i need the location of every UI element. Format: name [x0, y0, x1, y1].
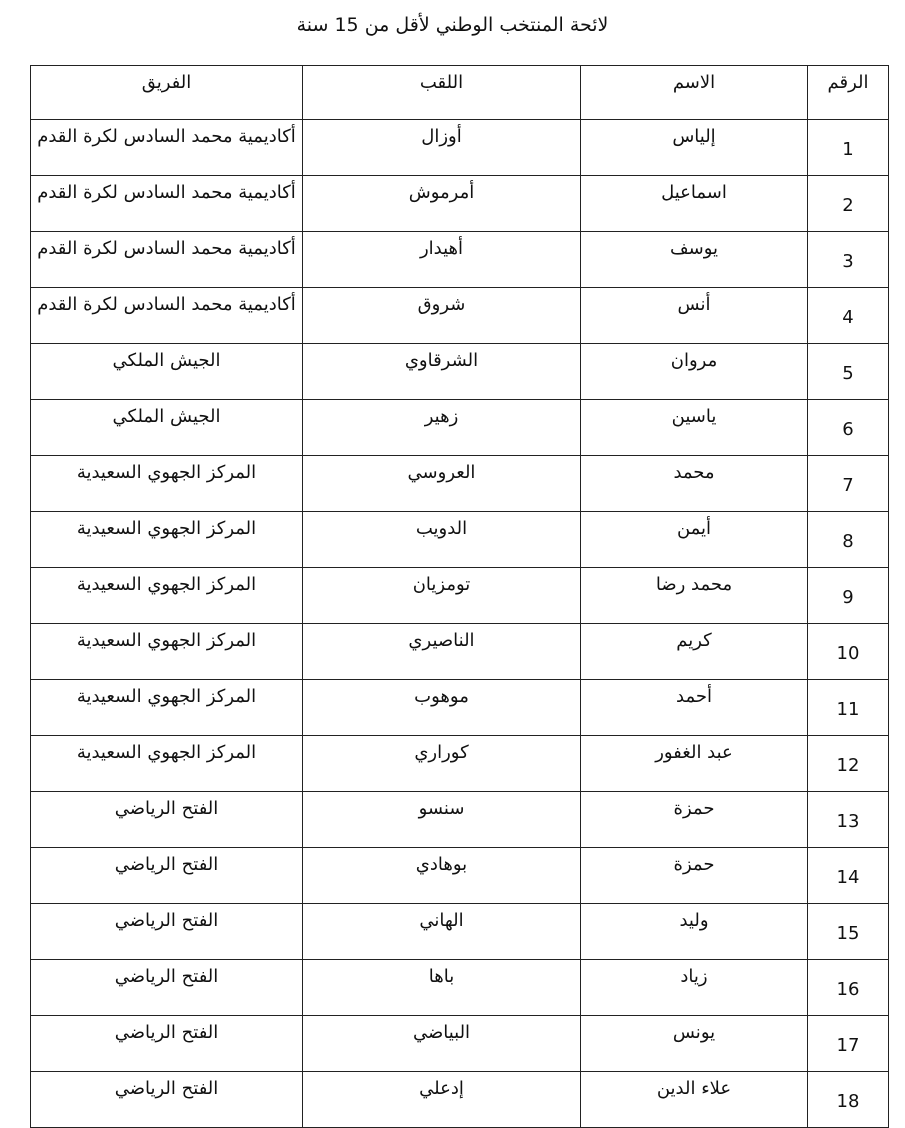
table-row	[31, 848, 889, 904]
cell-name: حمزة	[581, 848, 808, 904]
cell-nickname: سنسو	[303, 792, 581, 848]
cell-team: المركز الجهوي السعيدية	[31, 624, 303, 680]
cell-number: 13	[808, 792, 889, 848]
cell-nickname: بوهادي	[303, 848, 581, 904]
cell-number: 1	[808, 120, 889, 176]
cell-number: 2	[808, 176, 889, 232]
table-row	[31, 960, 889, 1016]
cell-nickname: الهاني	[303, 904, 581, 960]
cell-nickname: باها	[303, 960, 581, 1016]
cell-number: 15	[808, 904, 889, 960]
table-body	[31, 120, 889, 1128]
cell-team: المركز الجهوي السعيدية	[31, 680, 303, 736]
cell-nickname: البياضي	[303, 1016, 581, 1072]
cell-team: الفتح الرياضي	[31, 1016, 303, 1072]
cell-nickname: الدويب	[303, 512, 581, 568]
roster-table	[30, 65, 889, 1128]
cell-number: 9	[808, 568, 889, 624]
table-row	[31, 1072, 889, 1128]
table-row	[31, 456, 889, 512]
header-nickname: اللقب	[303, 66, 581, 120]
cell-name: اسماعيل	[581, 176, 808, 232]
table-row	[31, 176, 889, 232]
table-row	[31, 904, 889, 960]
cell-nickname: العروسي	[303, 456, 581, 512]
cell-team: الفتح الرياضي	[31, 848, 303, 904]
cell-nickname: أمرموش	[303, 176, 581, 232]
cell-name: أحمد	[581, 680, 808, 736]
cell-name: زياد	[581, 960, 808, 1016]
cell-nickname: موهوب	[303, 680, 581, 736]
cell-name: محمد	[581, 456, 808, 512]
table-row	[31, 344, 889, 400]
cell-number: 8	[808, 512, 889, 568]
cell-nickname: أوزال	[303, 120, 581, 176]
cell-number: 3	[808, 232, 889, 288]
cell-team: المركز الجهوي السعيدية	[31, 568, 303, 624]
table-row	[31, 736, 889, 792]
page-title: لائحة المنتخب الوطني لأقل من 15 سنة	[296, 14, 609, 36]
cell-nickname: شروق	[303, 288, 581, 344]
cell-name: إلياس	[581, 120, 808, 176]
cell-name: يوسف	[581, 232, 808, 288]
cell-number: 17	[808, 1016, 889, 1072]
table-row	[31, 680, 889, 736]
cell-nickname: الناصيري	[303, 624, 581, 680]
table-row	[31, 120, 889, 176]
cell-team: الجيش الملكي	[31, 400, 303, 456]
cell-name: حمزة	[581, 792, 808, 848]
cell-number: 5	[808, 344, 889, 400]
cell-name: مروان	[581, 344, 808, 400]
cell-nickname: تومزيان	[303, 568, 581, 624]
header-number: الرقم	[808, 66, 889, 120]
cell-number: 7	[808, 456, 889, 512]
table-header-row	[31, 66, 889, 120]
cell-team: أكاديمية محمد السادس لكرة القدم	[31, 288, 303, 344]
cell-number: 10	[808, 624, 889, 680]
cell-name: علاء الدين	[581, 1072, 808, 1128]
cell-nickname: الشرقاوي	[303, 344, 581, 400]
header-name: الاسم	[581, 66, 808, 120]
table-row	[31, 792, 889, 848]
cell-team: الفتح الرياضي	[31, 792, 303, 848]
cell-team: أكاديمية محمد السادس لكرة القدم	[31, 232, 303, 288]
cell-number: 18	[808, 1072, 889, 1128]
cell-team: المركز الجهوي السعيدية	[31, 456, 303, 512]
cell-name: كريم	[581, 624, 808, 680]
cell-name: أنس	[581, 288, 808, 344]
cell-team: المركز الجهوي السعيدية	[31, 736, 303, 792]
table-row	[31, 624, 889, 680]
cell-name: وليد	[581, 904, 808, 960]
cell-team: الفتح الرياضي	[31, 960, 303, 1016]
cell-name: يونس	[581, 1016, 808, 1072]
cell-number: 11	[808, 680, 889, 736]
cell-name: عبد الغفور	[581, 736, 808, 792]
cell-name: أيمن	[581, 512, 808, 568]
header-team: الفريق	[31, 66, 303, 120]
cell-name: ياسين	[581, 400, 808, 456]
cell-number: 14	[808, 848, 889, 904]
cell-number: 4	[808, 288, 889, 344]
table-row	[31, 512, 889, 568]
table-row	[31, 568, 889, 624]
cell-team: الفتح الرياضي	[31, 1072, 303, 1128]
cell-team: الجيش الملكي	[31, 344, 303, 400]
cell-nickname: كوراري	[303, 736, 581, 792]
cell-team: المركز الجهوي السعيدية	[31, 512, 303, 568]
cell-team: الفتح الرياضي	[31, 904, 303, 960]
cell-team: أكاديمية محمد السادس لكرة القدم	[31, 176, 303, 232]
table-row	[31, 288, 889, 344]
table-row	[31, 400, 889, 456]
cell-number: 16	[808, 960, 889, 1016]
cell-number: 6	[808, 400, 889, 456]
cell-team: أكاديمية محمد السادس لكرة القدم	[31, 120, 303, 176]
cell-nickname: أهيدار	[303, 232, 581, 288]
cell-nickname: زهير	[303, 400, 581, 456]
cell-number: 12	[808, 736, 889, 792]
cell-nickname: إدعلي	[303, 1072, 581, 1128]
cell-name: محمد رضا	[581, 568, 808, 624]
table-row	[31, 232, 889, 288]
